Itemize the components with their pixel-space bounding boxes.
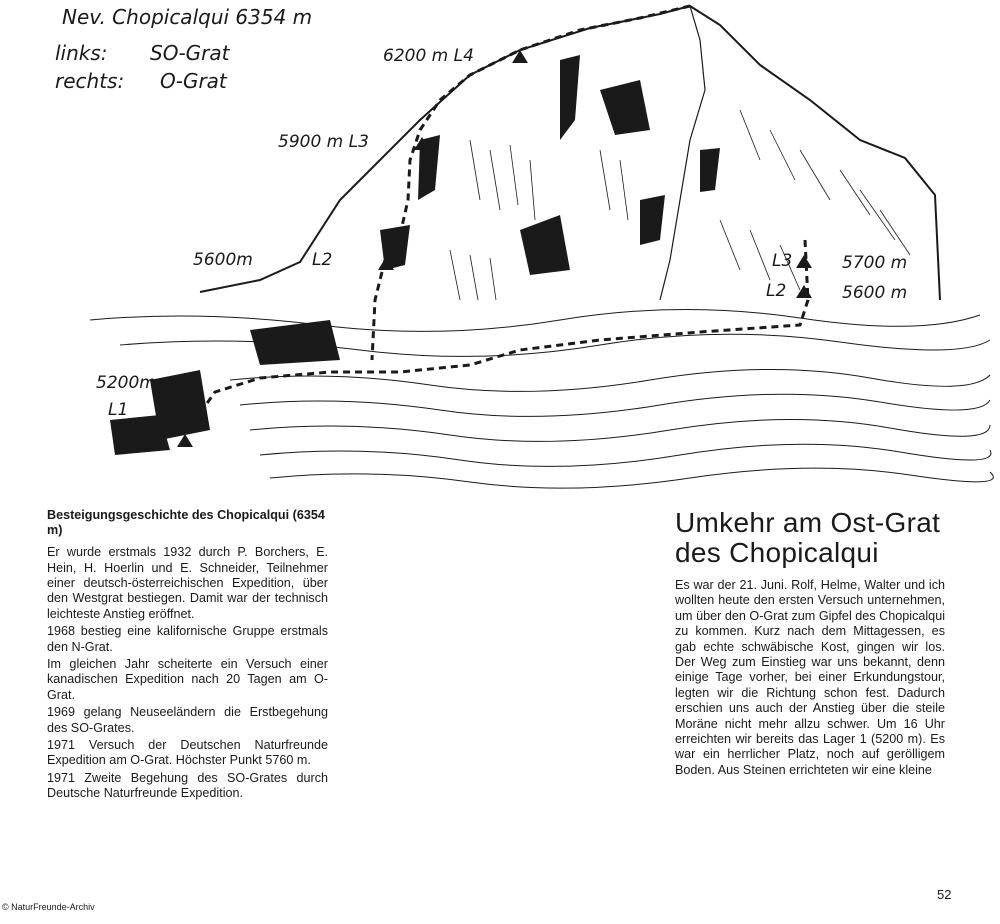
- label-5600-left: 5600m: [193, 250, 253, 270]
- label-l4: 6200 m L4: [383, 46, 474, 66]
- page-number: 52: [937, 887, 952, 902]
- history-heading: Besteigungsgeschichte des Chopicalqui (6354 m): [47, 508, 325, 537]
- caption-title: Nev. Chopicalqui 6354 m: [62, 5, 313, 29]
- history-paragraph: 1968 bestieg eine kalifornische Gruppe erstmals den N-Grat.: [47, 624, 328, 654]
- mountain-outline: [200, 6, 940, 300]
- label-l1: L1: [108, 400, 129, 420]
- camp-markers: [177, 50, 812, 447]
- label-l3-right: L3: [772, 251, 793, 271]
- history-paragraph: 1971 Versuch der Deutschen Naturfreunde Expedition am O-Grat. Höchster Punkt 5760 m.: [47, 738, 328, 768]
- history-column: [47, 508, 328, 804]
- label-5600-right: 5600 m: [842, 283, 908, 303]
- history-paragraph: 1969 gelang Neuseeländern die Erstbegehung des SO-Grates.: [47, 705, 328, 735]
- article-column: [675, 508, 945, 778]
- history-paragraph: Er wurde erstmals 1932 durch P. Borchers, E. Hein, H. Hoerlin und E. Schneider, Teilnehmer einer deutsch-österreichischen Expedition, über den Westgrat bestiegen. Damit war der technisch leichteste Anstieg eröffnet.: [47, 545, 328, 621]
- slope-striations: [450, 110, 910, 300]
- route-lines: [185, 6, 808, 440]
- copyright-notice: © NaturFreunde-Archiv: [2, 902, 95, 912]
- glacier-texture: [90, 309, 993, 488]
- article-body: Es war der 21. Juni. Rolf, Helme, Walter und ich wollten heute den ersten Versuch unternehmen, um über den O-Grat zum Gipfel des Chopicalqui zu kommen. Kurz nach dem Mittagessen, es gab echte schwäbische Kost, gingen wir los. Der Weg zum Einstieg war uns bekannt, denn einige Tage vorher, bei einer Erkundungstour, legten wir die Richtung schon fest. Dadurch erschien uns auch der Anstieg über die steile Moräne nicht mehr allzu schwer. Um 16 Uhr erreichten wir bereits das Lager 1 (5200 m). Es war ein herrlicher Platz, noch auf gerölligem Boden. Aus Steinen errichteten wir eine kleine: [675, 578, 945, 777]
- article-title: Umkehr am Ost-Grat des Chopicalqui: [675, 507, 941, 568]
- label-l2-right: L2: [766, 281, 787, 301]
- label-l3-left: 5900 m L3: [278, 132, 369, 152]
- caption-right-label: rechts:: [55, 69, 125, 93]
- caption-left-label: links:: [55, 41, 108, 65]
- history-paragraph: Im gleichen Jahr scheiterte ein Versuch einer kanadischen Expedition nach 20 Tagen am O-Grat.: [47, 657, 328, 702]
- history-paragraph: 1971 Zweite Begehung des SO-Grates durch Deutsche Naturfreunde Expedition.: [47, 770, 328, 801]
- caption-right-value: O-Grat: [160, 69, 227, 93]
- label-5700: 5700 m: [842, 253, 908, 273]
- mountain-ridge-right: [660, 6, 705, 300]
- caption-left-value: SO-Grat: [150, 41, 230, 65]
- label-5200: 5200m: [96, 373, 156, 393]
- label-l2-left: L2: [312, 250, 333, 270]
